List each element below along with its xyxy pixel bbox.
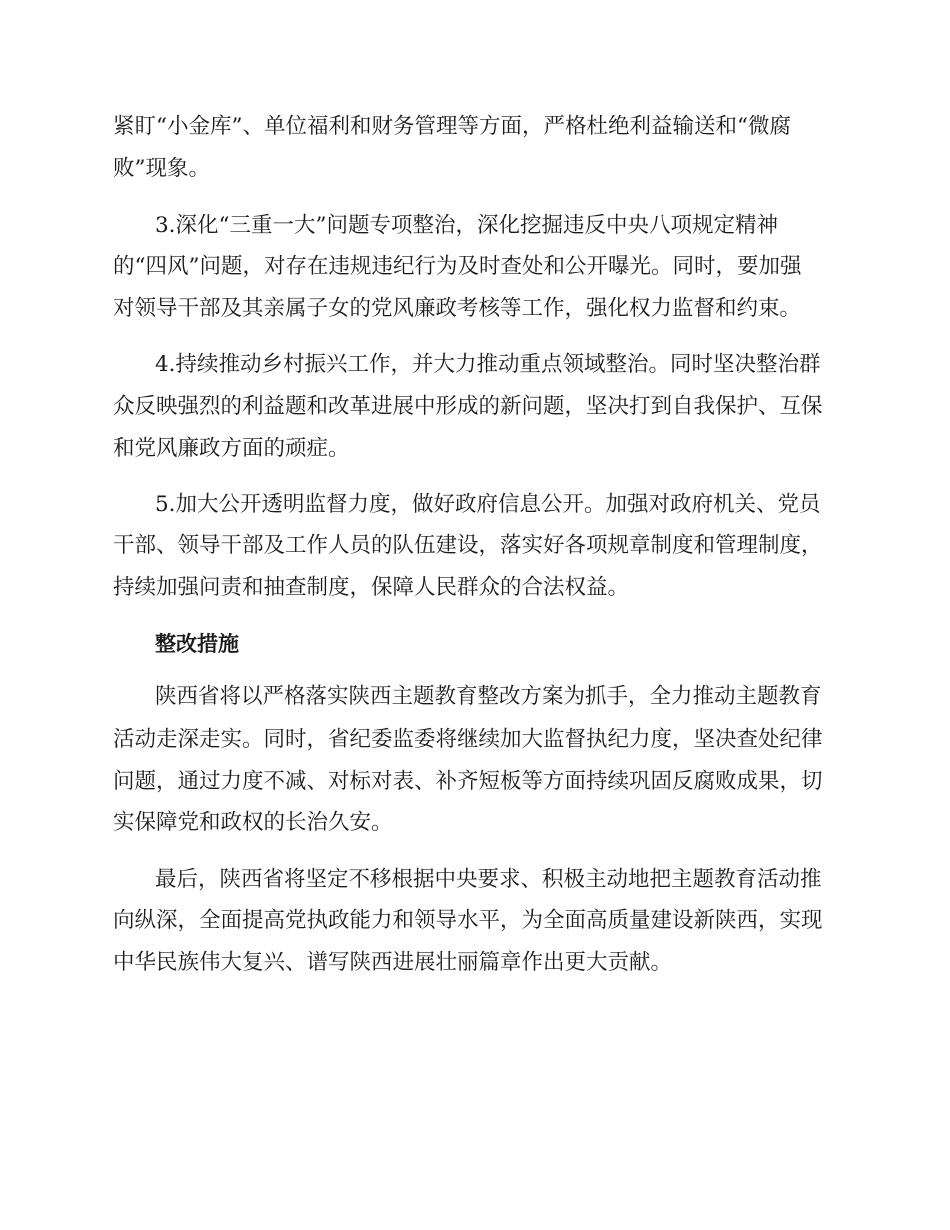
paragraph-6-line-2: 向纵深，全面提高党执政能力和领导水平，为全面高质量建设新陕西，实现: [113, 908, 823, 933]
paragraph-4-line-2: 干部、领导干部及工作人员的队伍建设，落实好各项规章制度和管理制度，: [113, 533, 823, 558]
section-heading: 整改措施: [155, 632, 239, 656]
paragraph-3-line-3: 和党风廉政方面的顽症。: [113, 436, 350, 461]
paragraph-2-line-1: 3.深化“三重一大”问题专项整治，深化挖掘违反中央八项规定精神: [155, 213, 778, 238]
paragraph-6-line-3: 中华民族伟大复兴、谱写陕西进展壮丽篇章作出更大贡献。: [113, 950, 673, 975]
paragraph-4-line-1: 5.加大公开透明监督力度，做好政府信息公开。加强对政府机关、党员: [155, 492, 821, 517]
paragraph-6-line-1: 最后，陕西省将坚定不移根据中央要求、积极主动地把主题教育活动推: [155, 867, 822, 892]
paragraph-5-line-1: 陕西省将以严格落实陕西主题教育整改方案为抓手，全力推动主题教育: [155, 684, 822, 709]
paragraph-1-line-1: 紧盯“小金库”、单位福利和财务管理等方面，严格杜绝利益输送和“微腐: [113, 114, 791, 139]
paragraph-5-line-3: 问题，通过力度不减、对标对表、补齐短板等方面持续巩固反腐败成果，切: [113, 769, 823, 794]
paragraph-3-line-1: 4.持续推动乡村振兴工作，并大力推动重点领域整治。同时坚决整治群: [155, 352, 821, 377]
paragraph-4-line-3: 持续加强问责和抽查制度，保障人民群众的合法权益。: [113, 575, 630, 600]
paragraph-1-line-2: 败”现象。: [113, 156, 210, 181]
paragraph-2-line-3: 对领导干部及其亲属子女的党风廉政考核等工作，强化权力监督和约束。: [113, 296, 802, 321]
paragraph-2-line-2: 的“四风”问题，对存在违规违纪行为及时查处和公开曝光。同时，要加强: [113, 254, 802, 279]
paragraph-5-line-2: 活动走深走实。同时，省纪委监委将继续加大监督执纪力度，坚决查处纪律: [113, 727, 823, 752]
paragraph-5-line-4: 实保障党和政权的长治久安。: [113, 810, 393, 835]
paragraph-3-line-2: 众反映强烈的利益题和改革进展中形成的新问题，坚决打到自我保护、互保: [113, 394, 823, 419]
